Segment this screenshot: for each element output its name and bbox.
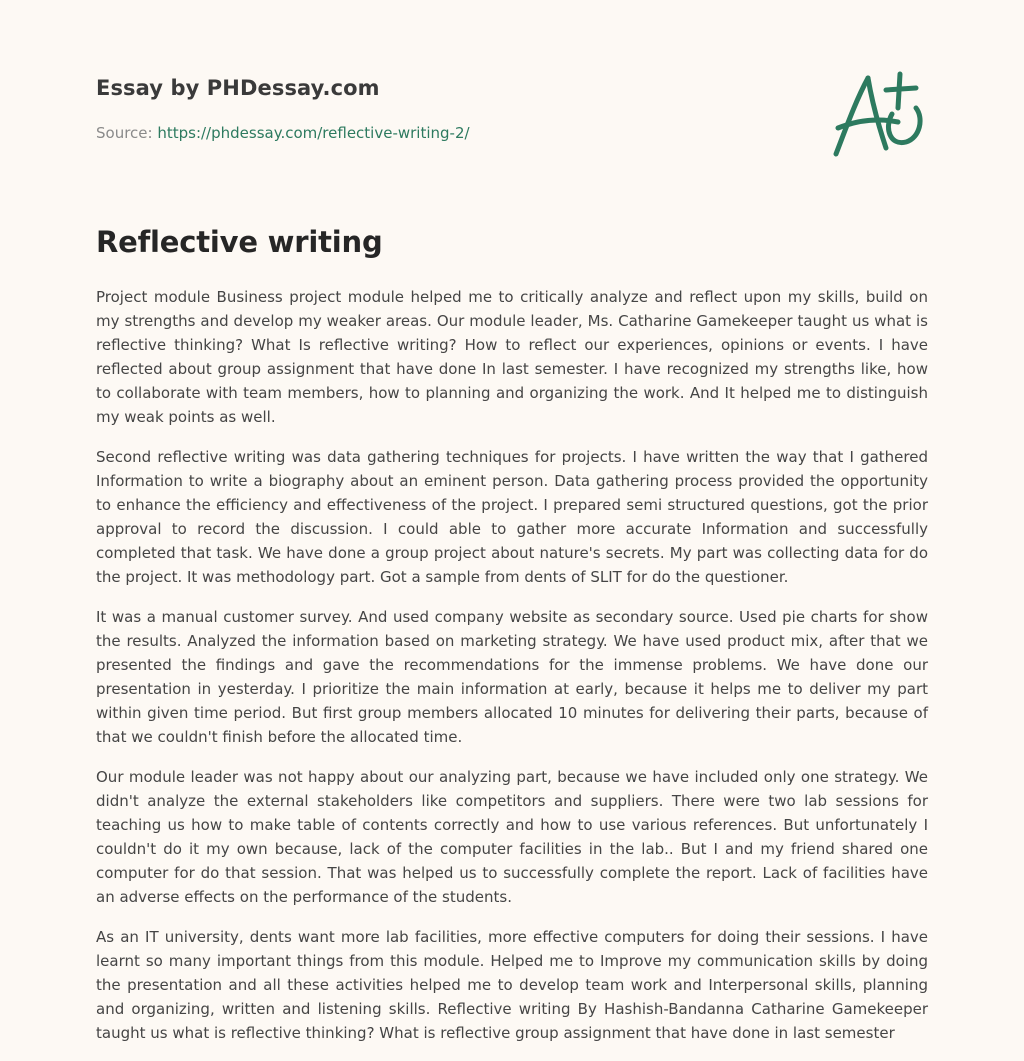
brand-title: Essay by PHDessay.com xyxy=(96,76,380,100)
source-link[interactable]: https://phdessay.com/reflective-writing-2/ xyxy=(157,124,470,142)
essay-paragraph: Project module Business project module helped me to critically analyze and reflect upon my skills, build on my strengths and develop my weaker areas. Our module leader, Ms. Catharine Gamekeeper taught us what is reflective thinking? What Is reflective writing? How to reflect our experiences, opinions or events. I have reflected about group assignment that have done In last semester. I have recognized my strengths like, how to collaborate with team members, how to planning and organizing the work. And It helped me to distinguish my weak points as well. xyxy=(96,288,928,426)
essay-header xyxy=(96,76,928,176)
essay-body xyxy=(96,285,928,1061)
essay-paragraph: As an IT university, dents want more lab facilities, more effective computers for doing their sessions. I have learnt so many important things from this module. Helped me to Improve my communication skills by doing the presentation and all these activities helped me to develop team work and Interpersonal skills, planning and organizing, written and listening skills. Reflective writing By Hashish-Bandanna Catharine Gamekeeper taught us what is reflective thinking? What is reflective group assignment that have done in last semester xyxy=(96,928,928,1042)
essay-paragraph: Our module leader was not happy about our analyzing part, because we have included only one strategy. We didn't analyze the external stakeholders like competitors and suppliers. There were two lab sessions for teaching us how to make table of contents correctly and how to use various references. But unfortunately I couldn't do it my own because, lack of the computer facilities in the lab.. But I and my friend shared one computer for do that session. That was helped us to successfully complete the report. Lack of facilities have an adverse effects on the performance of the students. xyxy=(96,768,928,906)
essay-paragraph: It was a manual customer survey. And used company website as secondary source. Used pie charts for show the results. Analyzed the information based on marketing strategy. We have used product mix, after that we presented the findings and gave the recommendations for the immense problems. We have done our presentation in yesterday. I prioritize the main information at early, because it helps me to deliver my part within given time period. But first group members allocated 10 minutes for delivering their parts, because of that we couldn't finish before the allocated time. xyxy=(96,608,928,746)
essay-title: Reflective writing xyxy=(96,225,383,259)
source-label: Source: xyxy=(96,124,158,142)
source-line xyxy=(96,124,470,142)
essay-paragraph: Second reflective writing was data gathering techniques for projects. I have written the way that I gathered Information to write a biography about an eminent person. Data gathering process provided the opportunity to enhance the efficiency and effectiveness of the project. I prepared semi structured questions, got the prior approval to record the discussion. I could able to gather more accurate Information and successfully completed that task. We have done a group project about nature's secrets. My part was collecting data for do the project. It was methodology part. Got a sample from dents of SLIT for do the questioner. xyxy=(96,448,928,586)
a-plus-grade-icon xyxy=(828,68,928,164)
